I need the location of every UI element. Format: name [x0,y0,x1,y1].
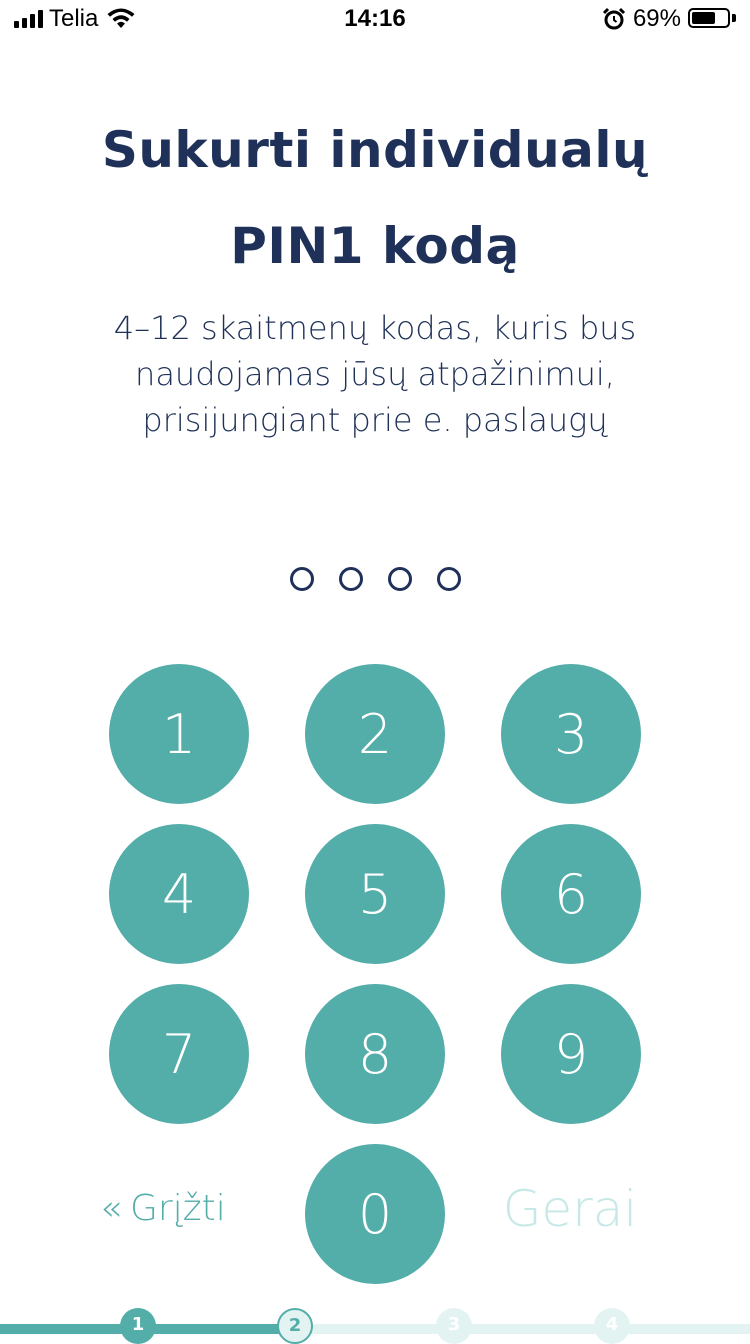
pin-indicator [0,567,750,591]
title-line-1: Sukurti individualų [101,121,649,179]
key-5[interactable]: 5 [305,824,445,964]
battery-icon [688,8,736,30]
key-8[interactable]: 8 [305,984,445,1124]
status-right [602,5,736,33]
carrier-label: Telia [49,5,99,32]
ok-button[interactable]: Gerai [502,1180,638,1238]
subtitle-line-2: naudojamas jūsų atpažinimui, [135,355,615,393]
back-button[interactable] [100,1188,226,1229]
step-3: 3 [436,1308,472,1344]
step-2: 2 [277,1308,313,1344]
pin-dot [339,567,363,591]
key-6[interactable]: 6 [501,824,641,964]
key-9[interactable]: 9 [501,984,641,1124]
status-bar [0,0,750,40]
title-line-2: PIN1 kodą [230,217,520,275]
key-7[interactable]: 7 [109,984,249,1124]
key-2[interactable]: 2 [305,664,445,804]
step-progress [0,1306,750,1334]
key-3[interactable]: 3 [501,664,641,804]
pin-dot [437,567,461,591]
page-subtitle [40,305,710,443]
alarm-icon [602,7,626,31]
subtitle-line-1: 4–12 skaitmenų kodas, kuris bus [113,309,637,347]
back-label: Grįžti [130,1188,226,1229]
double-chevron-left-icon: « [100,1187,123,1229]
status-time: 14:16 [344,5,406,32]
battery-percent: 69% [632,5,681,32]
pin-dot [388,567,412,591]
step-1: 1 [120,1308,156,1344]
page-title [40,102,710,294]
key-0[interactable]: 0 [305,1144,445,1284]
key-1[interactable]: 1 [109,664,249,804]
step-4: 4 [594,1308,630,1344]
key-4[interactable]: 4 [109,824,249,964]
subtitle-line-3: prisijungiant prie e. paslaugų [142,401,608,439]
pin-dot [290,567,314,591]
